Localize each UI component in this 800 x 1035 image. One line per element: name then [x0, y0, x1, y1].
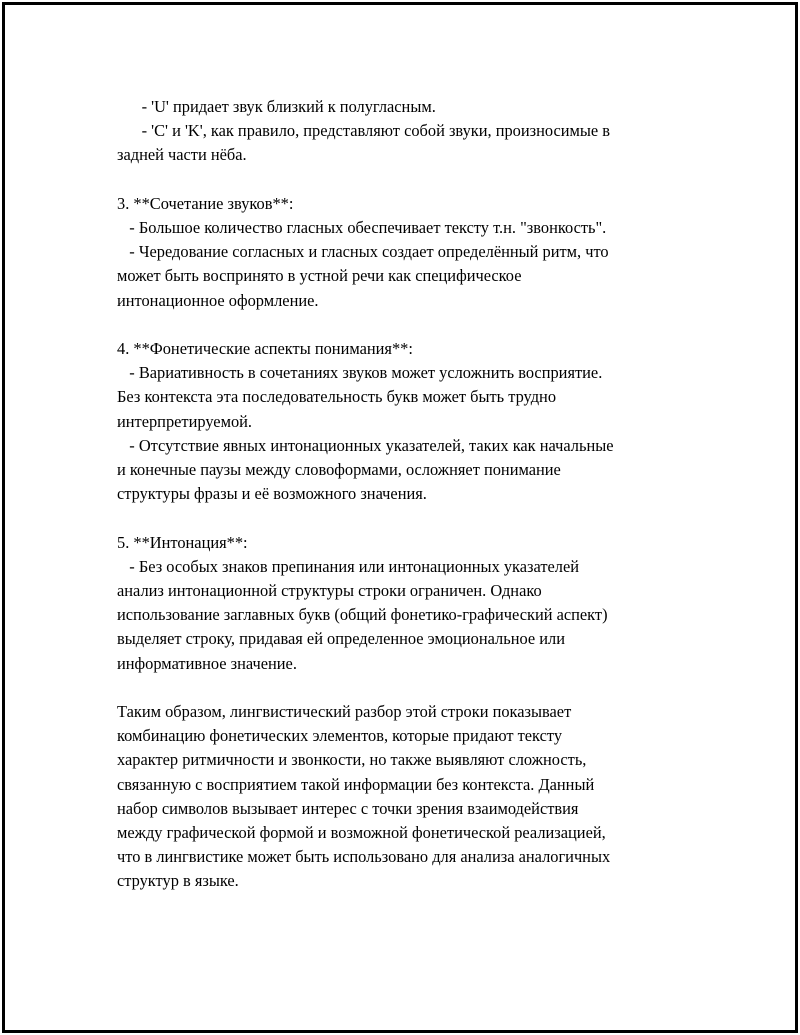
text-line: набор символов вызывает интерес с точки зрения взаимодействия: [117, 798, 579, 818]
text-line: интонационное оформление.: [117, 290, 319, 310]
text-line: использование заглавных букв (общий фонетико-графический аспект): [117, 605, 608, 625]
text-line: между графической формой и возможной фонетической реализацией,: [117, 823, 606, 843]
text-line: структур в языке.: [117, 871, 239, 891]
document-body: [117, 95, 687, 894]
section-heading: 5. **Интонация**:: [117, 532, 248, 552]
paragraph-gap: [117, 168, 687, 192]
text-line: - Без особых знаков препинания или интонационных указателей: [117, 556, 580, 576]
text-line: задней части нёба.: [117, 145, 247, 165]
text-line: комбинацию фонетических элементов, которые придают тексту: [117, 726, 563, 746]
paragraph-gap: [117, 506, 687, 530]
text-line: Таким образом, лингвистический разбор этой строки показывает: [117, 702, 572, 722]
text-line: характер ритмичности и звонкости, но также выявляют сложность,: [117, 750, 587, 770]
text-line: - Вариативность в сочетаниях звуков может усложнить восприятие.: [117, 363, 603, 383]
section-heading: 4. **Фонетические аспекты понимания**:: [117, 339, 413, 358]
section-heading: 3. **Сочетание звуков**:: [117, 193, 294, 213]
text-line: что в лингвистике может быть использовано для анализа аналогичных: [117, 847, 611, 867]
text-line: Без контекста эта последовательность букв может быть трудно: [117, 387, 557, 407]
text-line: выделяет строку, придавая ей определенное эмоциональное или: [117, 629, 565, 649]
paragraph-gap: [117, 313, 687, 337]
text-line: и конечные паузы между словоформами, осложняет понимание: [117, 460, 561, 480]
text-line: - Большое количество гласных обеспечивает тексту т.н. "звонкость".: [117, 218, 607, 237]
paragraph-gap: [117, 676, 687, 700]
text-line: связанную с восприятием такой информации без контекста. Данный: [117, 774, 595, 794]
text-line: может быть воспринято в устной речи как специфическое: [117, 266, 522, 286]
text-line: - 'U' придает звук близкий к полугласным.: [117, 97, 436, 116]
text-line: - Чередование согласных и гласных создает определённый ритм, что: [117, 242, 609, 262]
text-line: анализ интонационной структуры строки ограничен. Однако: [117, 581, 542, 601]
text-line: - 'C' и 'K', как правило, представляют собой звуки, произносимые в: [117, 121, 611, 141]
text-line: интерпретируемой.: [117, 411, 253, 431]
text-line: - Отсутствие явных интонационных указателей, таких как начальные: [117, 435, 614, 455]
text-line: информативное значение.: [117, 653, 297, 673]
text-line: структуры фразы и её возможного значения.: [117, 484, 427, 504]
